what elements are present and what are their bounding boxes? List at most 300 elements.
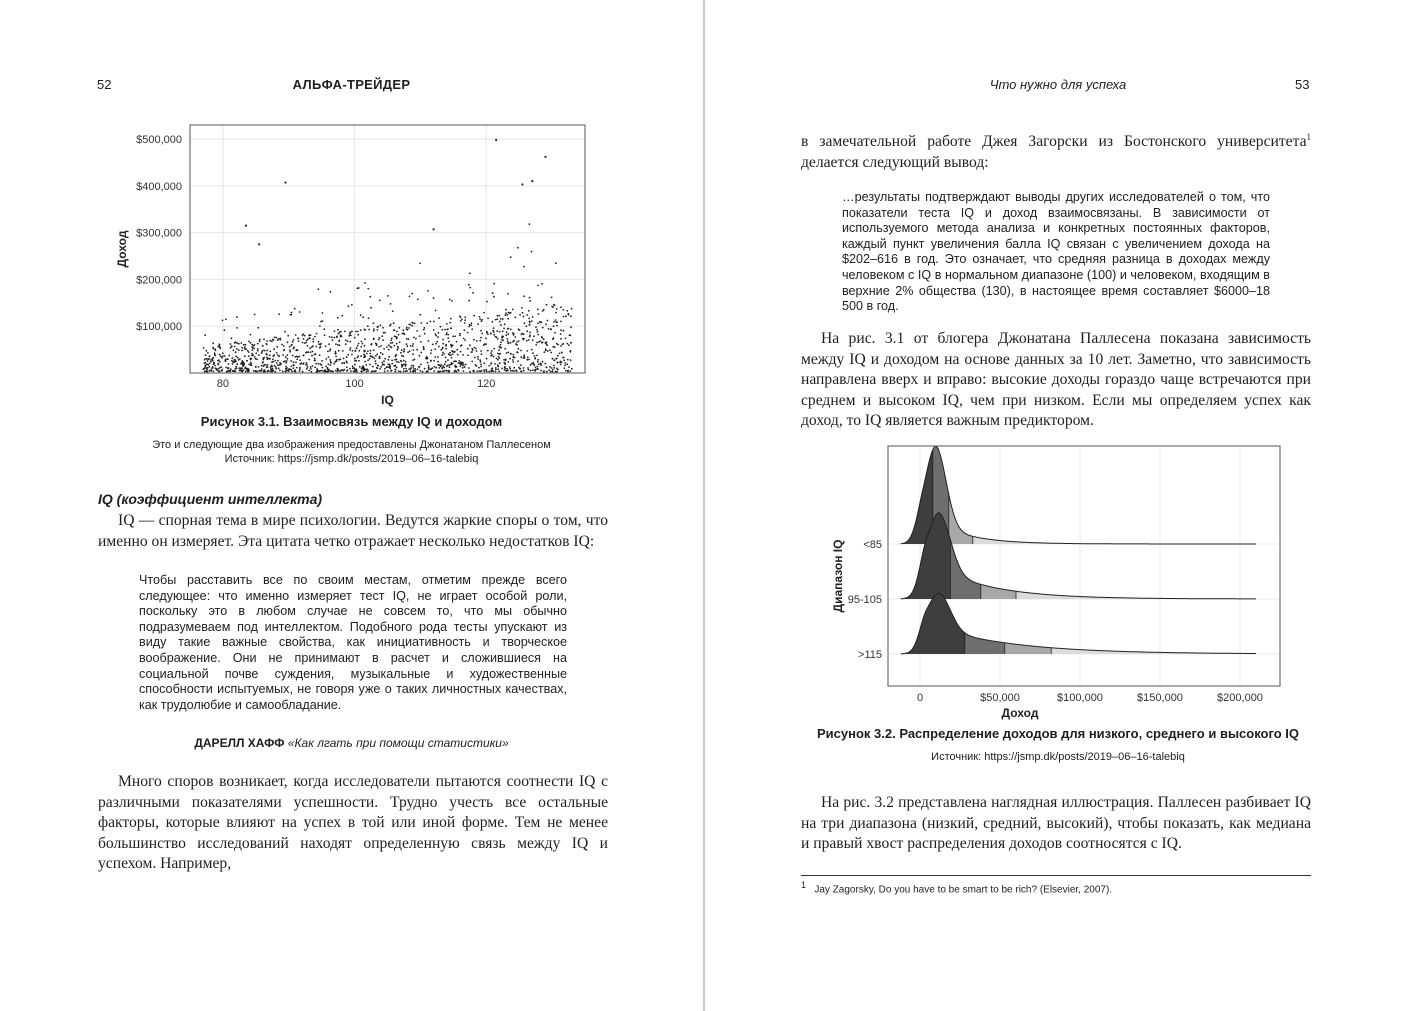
data-point <box>493 283 495 285</box>
data-point <box>376 353 378 355</box>
data-point <box>530 364 532 366</box>
data-point <box>327 370 329 372</box>
data-point <box>299 359 301 361</box>
data-point <box>480 350 482 352</box>
data-point <box>391 338 393 340</box>
data-point <box>498 357 500 359</box>
data-point <box>533 335 535 337</box>
data-point <box>276 352 278 354</box>
data-point <box>266 340 268 342</box>
data-point <box>506 352 508 354</box>
data-point <box>481 319 483 321</box>
data-point <box>445 361 447 363</box>
data-point <box>412 370 414 372</box>
data-point <box>228 355 230 357</box>
data-point <box>295 334 297 336</box>
data-point <box>230 343 232 345</box>
data-point <box>215 367 217 369</box>
data-point <box>335 356 337 358</box>
data-point <box>281 344 283 346</box>
data-point <box>521 370 523 372</box>
data-point <box>449 322 451 324</box>
data-point <box>253 370 255 372</box>
data-point <box>500 344 502 346</box>
data-point <box>274 365 276 367</box>
data-point <box>460 351 462 353</box>
data-point <box>230 347 232 349</box>
data-point <box>450 354 452 356</box>
data-point <box>414 359 416 361</box>
data-point <box>523 316 525 318</box>
data-point <box>289 351 291 353</box>
data-point <box>278 313 280 315</box>
data-point <box>394 359 396 361</box>
data-point <box>358 360 360 362</box>
figure-credit-line: Это и следующие два изображения предоставлены Джонатаном Паллесеном <box>152 439 551 451</box>
data-point <box>478 367 480 369</box>
paragraph-text-part: в замечательной работе Джея Загорски из Бостонского университета <box>801 133 1307 151</box>
data-point <box>497 366 499 368</box>
data-point <box>548 328 550 330</box>
data-point <box>537 285 539 287</box>
data-point <box>492 330 494 332</box>
data-point <box>481 370 483 372</box>
data-point <box>518 348 520 350</box>
data-point <box>290 360 292 362</box>
data-point <box>410 367 412 369</box>
data-point <box>538 341 540 343</box>
data-point <box>468 300 470 302</box>
data-point <box>551 297 553 299</box>
data-point <box>374 357 376 359</box>
data-point <box>383 348 385 350</box>
data-point <box>392 342 394 344</box>
data-point <box>407 329 409 331</box>
data-point <box>314 354 316 356</box>
data-point <box>484 343 486 345</box>
data-point <box>319 354 321 356</box>
data-point <box>412 343 414 345</box>
data-point <box>469 324 471 326</box>
data-point <box>285 366 287 368</box>
data-point <box>227 359 229 361</box>
data-point <box>506 368 508 370</box>
data-point <box>542 341 544 343</box>
data-point <box>543 338 545 340</box>
data-point <box>388 359 390 361</box>
data-point <box>556 343 558 345</box>
data-point <box>259 340 261 342</box>
data-point <box>509 366 511 368</box>
data-point <box>284 360 286 362</box>
data-point <box>274 371 276 373</box>
data-point <box>236 316 238 318</box>
data-point <box>362 343 364 345</box>
data-point <box>284 331 286 333</box>
data-point <box>244 348 246 350</box>
data-point <box>367 350 369 352</box>
y-tick-label: <85 <box>863 539 882 551</box>
data-point <box>549 366 551 368</box>
data-point <box>562 309 564 311</box>
data-point <box>312 365 314 367</box>
data-point <box>526 359 528 361</box>
data-point <box>445 334 447 336</box>
data-point <box>378 339 380 341</box>
data-point <box>486 371 488 373</box>
data-point <box>537 331 539 333</box>
data-point <box>266 350 268 352</box>
data-point <box>339 344 341 346</box>
iq-income-scatter-chart <box>0 115 703 415</box>
footnote-reference: 1 <box>1306 132 1311 142</box>
data-point <box>321 364 323 366</box>
data-point <box>330 348 332 350</box>
data-point <box>499 321 501 323</box>
figure-source-line: Источник: https://jsmp.dk/posts/2019–06–16-talebiq <box>224 453 479 465</box>
data-point <box>302 342 304 344</box>
data-point <box>427 290 429 292</box>
data-point <box>221 369 223 371</box>
data-point <box>434 366 436 368</box>
data-point <box>342 350 344 352</box>
data-point <box>405 361 407 363</box>
data-point <box>560 329 562 331</box>
data-point <box>443 353 445 355</box>
data-point <box>337 329 339 331</box>
data-point <box>391 370 393 372</box>
data-point <box>291 344 293 346</box>
data-point <box>518 367 520 369</box>
data-point <box>493 348 495 350</box>
data-point <box>364 361 366 363</box>
data-point <box>375 355 377 357</box>
data-point <box>528 324 530 326</box>
data-point <box>567 359 569 361</box>
footnote <box>801 880 1112 895</box>
data-point <box>433 360 435 362</box>
data-point <box>512 309 514 311</box>
data-point <box>535 344 537 346</box>
data-point <box>258 243 260 245</box>
data-point <box>499 353 501 355</box>
x-tick-label: 0 <box>916 692 924 704</box>
data-point <box>335 343 337 345</box>
data-point <box>351 354 353 356</box>
data-point <box>460 316 462 318</box>
data-point <box>440 366 442 368</box>
data-point <box>435 310 437 312</box>
data-point <box>291 312 293 314</box>
data-point <box>433 297 435 299</box>
data-point <box>536 355 538 357</box>
data-point <box>358 343 360 345</box>
data-point <box>361 346 363 348</box>
data-point <box>406 345 408 347</box>
data-point <box>508 352 510 354</box>
footnote-text: Jay Zagorsky, Do you have to be smart to be rich? (Elsevier, 2007). <box>814 884 1113 896</box>
data-point <box>568 366 570 368</box>
data-point <box>213 348 215 350</box>
data-point <box>210 361 212 363</box>
data-point <box>321 360 323 362</box>
data-point <box>469 273 471 275</box>
data-point <box>555 321 557 323</box>
data-point <box>403 371 405 373</box>
data-point <box>403 348 405 350</box>
data-point <box>344 331 346 333</box>
data-point <box>477 323 479 325</box>
data-point <box>420 370 422 372</box>
data-point <box>225 360 227 362</box>
data-point <box>547 320 549 322</box>
data-point <box>220 355 222 357</box>
data-point <box>561 361 563 363</box>
data-point <box>215 350 217 352</box>
data-point <box>514 357 516 359</box>
data-point <box>222 352 224 354</box>
data-point <box>267 366 269 368</box>
data-point <box>539 321 541 323</box>
data-point <box>510 353 512 355</box>
data-point <box>414 370 416 372</box>
data-point <box>464 319 466 321</box>
data-point <box>209 370 211 372</box>
data-point <box>289 346 291 348</box>
data-point <box>322 367 324 369</box>
data-point <box>266 343 268 345</box>
data-point <box>488 365 490 367</box>
data-point <box>507 370 509 372</box>
data-point <box>406 338 408 340</box>
data-point <box>562 343 564 345</box>
data-point <box>416 330 418 332</box>
data-point <box>347 369 349 371</box>
data-point <box>398 370 400 372</box>
data-point <box>438 317 440 319</box>
data-point <box>420 364 422 366</box>
data-point <box>563 330 565 332</box>
data-point <box>442 370 444 372</box>
data-point <box>437 356 439 358</box>
data-point <box>442 352 444 354</box>
data-point <box>552 346 554 348</box>
book-spine <box>703 0 705 1011</box>
data-point <box>294 308 296 310</box>
data-point <box>232 361 234 363</box>
data-point <box>493 296 495 298</box>
data-point <box>405 370 407 372</box>
data-point <box>274 360 276 362</box>
data-point <box>524 357 526 359</box>
data-point <box>258 354 260 356</box>
data-point <box>259 339 261 341</box>
data-point <box>497 368 499 370</box>
data-point <box>273 348 275 350</box>
attribution-author: ДАРЕЛЛ ХАФФ <box>194 736 285 750</box>
data-point <box>487 333 489 335</box>
data-point <box>523 266 525 268</box>
data-point <box>364 356 366 358</box>
data-point <box>354 369 356 371</box>
figure-caption: Рисунок 3.1. Взаимосвязь между IQ и доходом <box>200 414 503 429</box>
data-point <box>456 341 458 343</box>
data-point <box>510 342 512 344</box>
data-point <box>367 325 369 327</box>
data-point <box>352 350 354 352</box>
data-point <box>528 318 530 320</box>
data-point <box>305 342 307 344</box>
data-point <box>361 341 363 343</box>
data-point <box>426 358 428 360</box>
data-point <box>262 345 264 347</box>
running-title: АЛЬФА-ТРЕЙДЕР <box>292 77 411 92</box>
data-point <box>540 364 542 366</box>
data-point <box>451 300 453 302</box>
data-point <box>536 342 538 344</box>
data-point <box>329 336 331 338</box>
data-point <box>476 371 478 373</box>
data-point <box>500 324 502 326</box>
data-point <box>270 367 272 369</box>
data-point <box>358 287 360 289</box>
data-point <box>219 354 221 356</box>
data-point <box>451 350 453 352</box>
data-point <box>219 367 221 369</box>
data-point <box>320 343 322 345</box>
data-point <box>416 349 418 351</box>
data-point <box>532 369 534 371</box>
data-point <box>534 369 536 371</box>
data-point <box>382 327 384 329</box>
figure-caption: Рисунок 3.2. Распределение доходов для низкого, среднего и высокого IQ <box>816 726 1300 741</box>
data-point <box>469 371 471 373</box>
data-point <box>232 349 234 351</box>
data-point <box>544 342 546 344</box>
data-point <box>282 354 284 356</box>
data-point <box>551 367 553 369</box>
data-point <box>473 347 475 349</box>
data-point <box>554 332 556 334</box>
data-point <box>373 349 375 351</box>
data-point <box>506 331 508 333</box>
data-point <box>253 348 255 350</box>
data-point <box>531 349 533 351</box>
data-point <box>508 342 510 344</box>
data-point <box>434 356 436 358</box>
data-point <box>239 370 241 372</box>
data-point <box>386 346 388 348</box>
data-point <box>559 353 561 355</box>
data-point <box>269 354 271 356</box>
data-point <box>349 341 351 343</box>
data-point <box>459 333 461 335</box>
data-point <box>384 371 386 373</box>
data-point <box>512 370 514 372</box>
data-point <box>307 345 309 347</box>
data-point <box>467 354 469 356</box>
data-point <box>252 349 254 351</box>
data-point <box>310 371 312 373</box>
data-point <box>306 362 308 364</box>
data-point <box>497 338 499 340</box>
data-point <box>504 366 506 368</box>
data-point <box>297 350 299 352</box>
data-point <box>498 349 500 351</box>
data-point <box>528 310 530 312</box>
data-point <box>553 367 555 369</box>
data-point <box>528 369 530 371</box>
data-point <box>447 334 449 336</box>
data-point <box>234 370 236 372</box>
data-point <box>327 363 329 365</box>
data-point <box>349 349 351 351</box>
data-point <box>399 341 401 343</box>
data-point <box>410 370 412 372</box>
data-point <box>543 371 545 373</box>
data-point <box>362 368 364 370</box>
data-point <box>299 367 301 369</box>
data-point <box>210 369 212 371</box>
data-point <box>370 356 372 358</box>
data-point <box>364 345 366 347</box>
data-point <box>448 341 450 343</box>
x-tick-label: $150,000 <box>1137 692 1183 704</box>
data-point <box>519 314 521 316</box>
data-point <box>272 370 274 372</box>
data-point <box>507 361 509 363</box>
data-point <box>523 295 525 297</box>
data-point <box>471 361 473 363</box>
data-point <box>348 335 350 337</box>
data-point <box>324 334 326 336</box>
data-point <box>351 304 353 306</box>
data-point <box>443 365 445 367</box>
data-point <box>247 350 249 352</box>
data-point <box>449 352 451 354</box>
data-point <box>250 362 252 364</box>
data-point <box>338 370 340 372</box>
data-point <box>307 366 309 368</box>
data-point <box>343 362 345 364</box>
data-point <box>310 368 312 370</box>
data-point <box>507 333 509 335</box>
data-point <box>411 365 413 367</box>
data-point <box>553 365 555 367</box>
data-point <box>532 316 534 318</box>
data-point <box>376 344 378 346</box>
data-point <box>401 366 403 368</box>
data-point <box>287 335 289 337</box>
data-point <box>393 329 395 331</box>
data-point <box>447 337 449 339</box>
data-point <box>338 359 340 361</box>
data-point <box>248 363 250 365</box>
data-point <box>491 350 493 352</box>
data-point <box>570 359 572 361</box>
data-point <box>481 353 483 355</box>
data-point <box>556 308 558 310</box>
data-point <box>475 348 477 350</box>
data-point <box>442 347 444 349</box>
data-point <box>452 353 454 355</box>
data-point <box>244 368 246 370</box>
data-point <box>394 365 396 367</box>
data-point <box>560 333 562 335</box>
data-point <box>529 300 531 302</box>
data-point <box>440 326 442 328</box>
data-point <box>234 346 236 348</box>
